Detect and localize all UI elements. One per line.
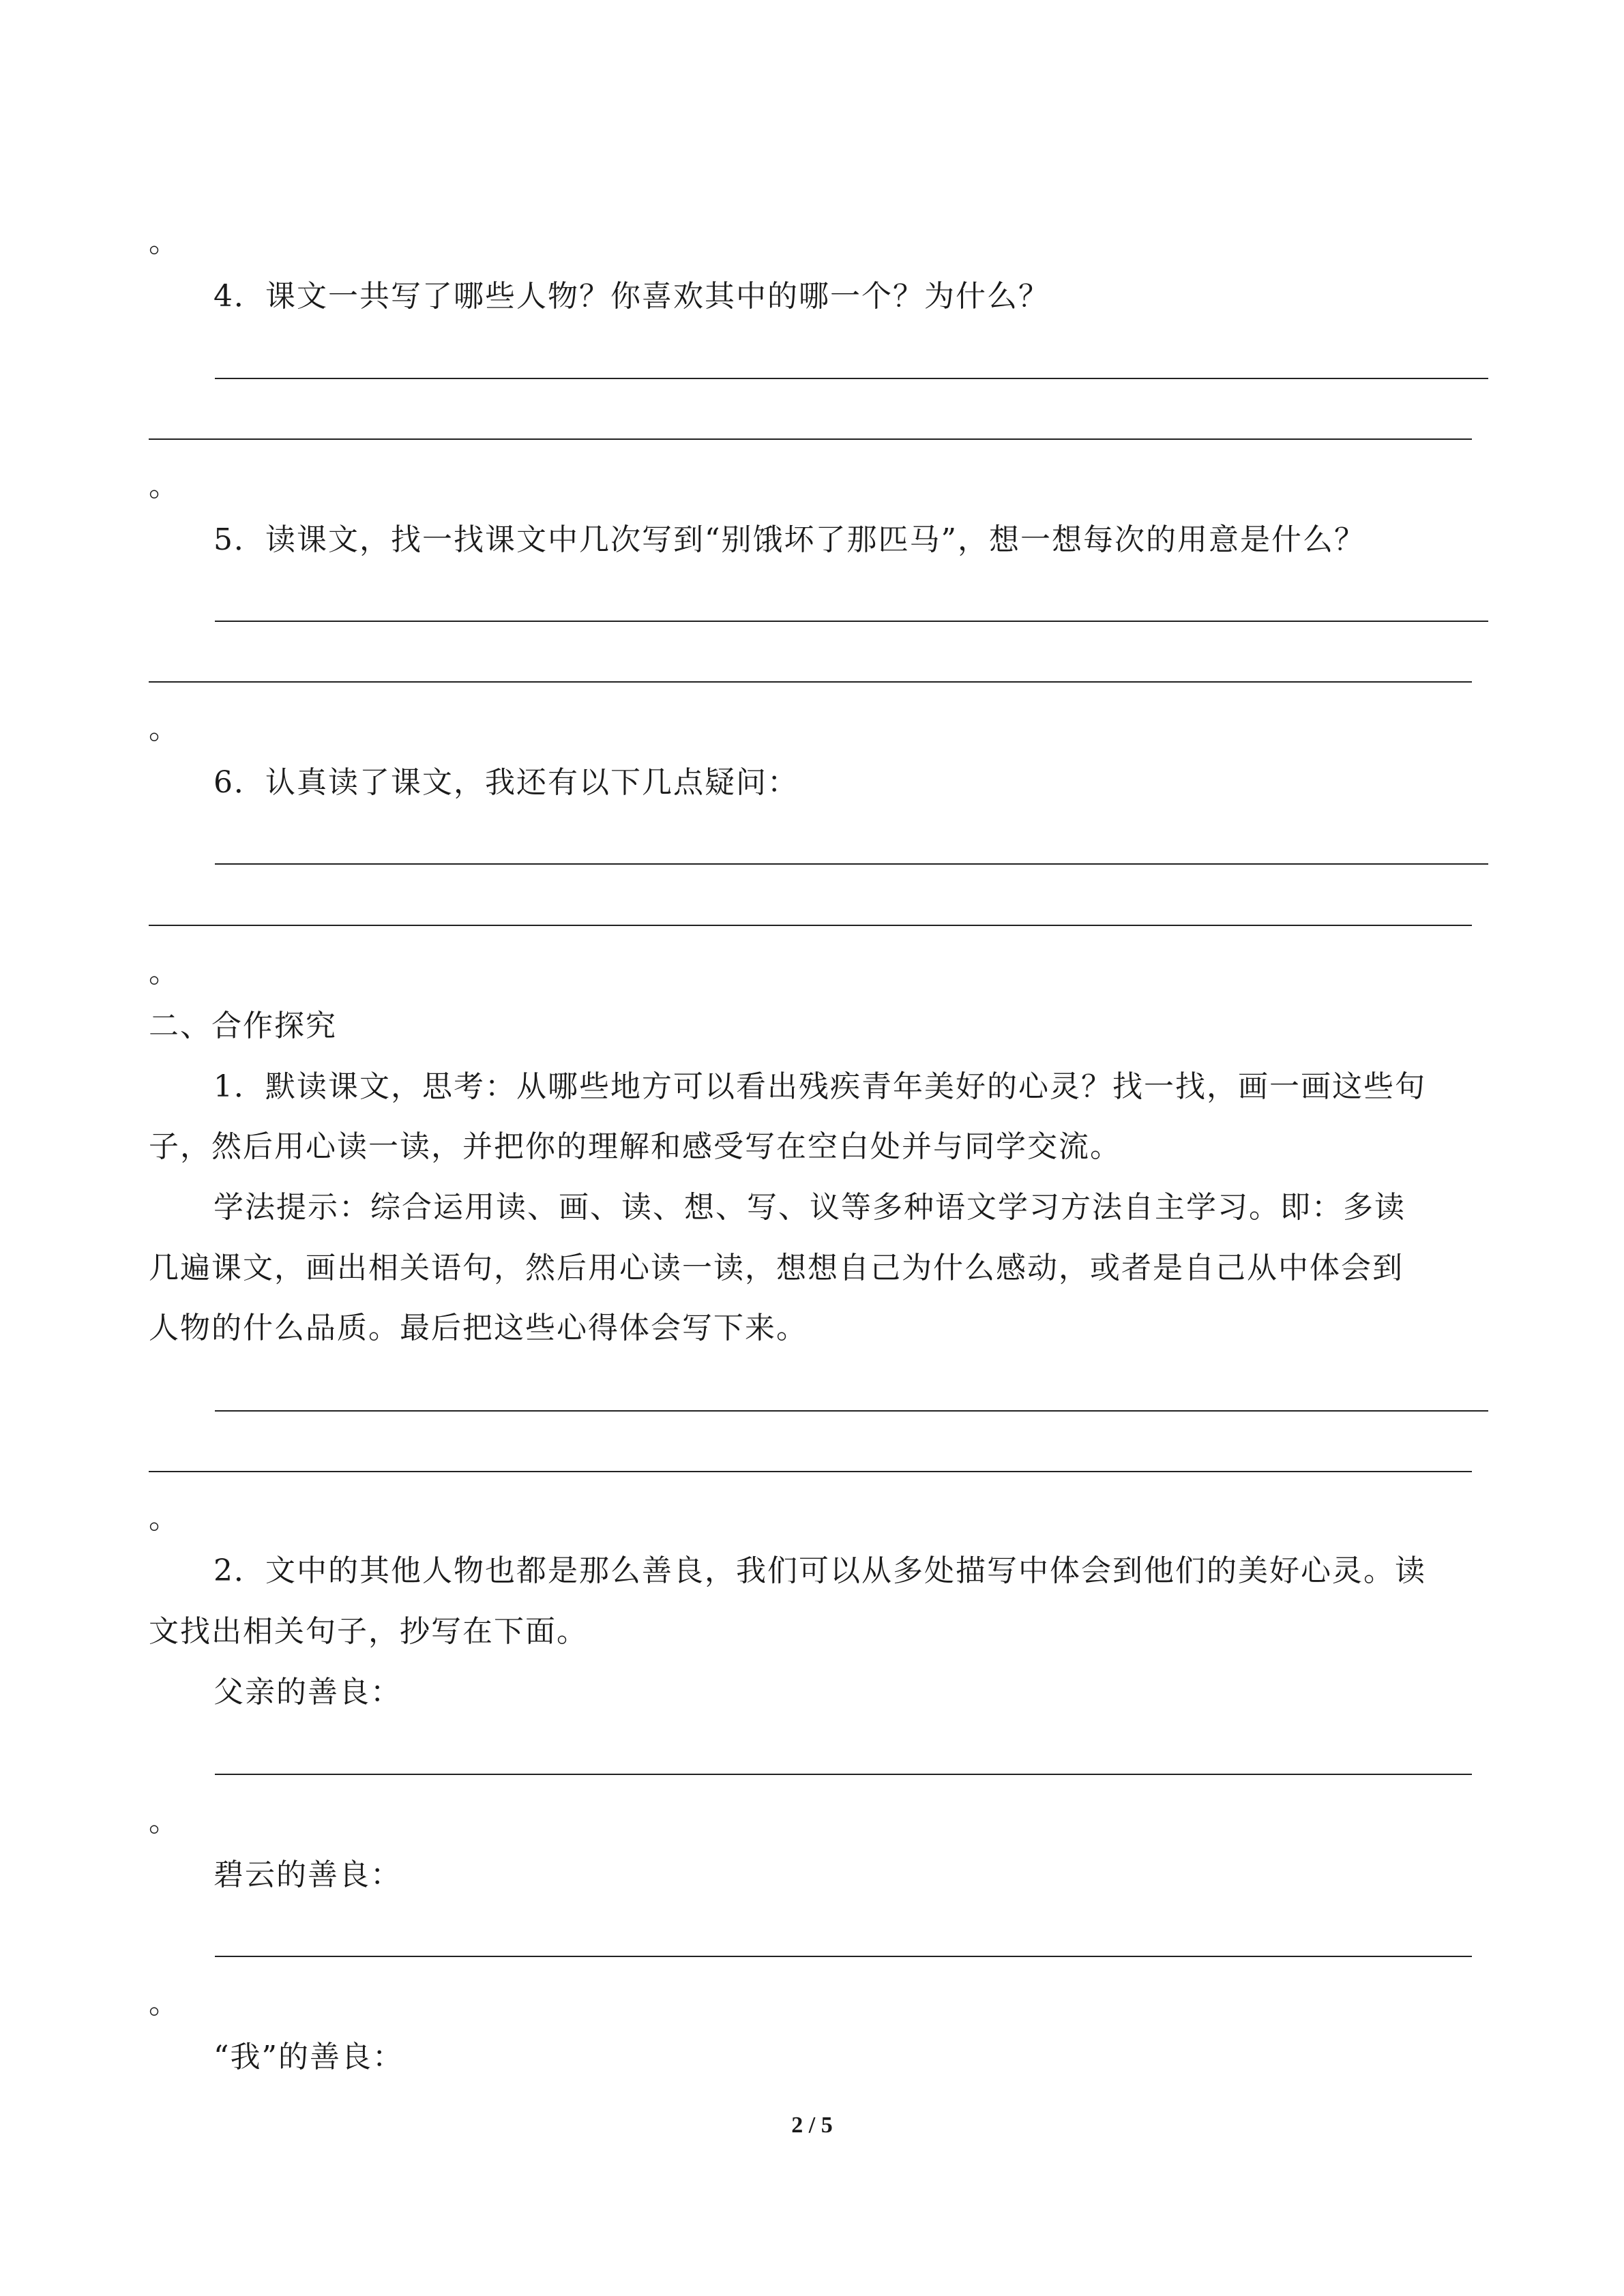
answer-line[interactable] bbox=[215, 621, 1488, 622]
question-4: 4．课文一共写了哪些人物？你喜欢其中的哪一个？为什么？ bbox=[213, 279, 1050, 314]
question-6: 6．认真读了课文，我还有以下几点疑问： bbox=[213, 765, 799, 800]
item-2-line-1: 2．文中的其他人物也都是那么善良，我们可以从多处描写中体会到他们的美好心灵。读 bbox=[213, 1553, 1426, 1588]
period-mark: 。 bbox=[149, 711, 179, 746]
answer-line[interactable] bbox=[149, 438, 1472, 440]
page-number: 2 / 5 bbox=[791, 2113, 833, 2138]
biyun-kindness-label: 碧云的善良： bbox=[213, 1858, 402, 1892]
period-mark: 。 bbox=[149, 224, 179, 259]
hint-line-2: 几遍课文，画出相关语句，然后用心读一读，想想自己为什么感动，或者是自己从中体会到 bbox=[149, 1251, 1404, 1285]
hint-line-3: 人物的什么品质。最后把这些心得体会写下来。 bbox=[149, 1311, 808, 1345]
item-1-line-1: 1．默读课文，思考：从哪些地方可以看出残疾青年美好的心灵？找一找，画一画这些句 bbox=[213, 1069, 1426, 1104]
answer-line[interactable] bbox=[215, 1410, 1488, 1412]
answer-line[interactable] bbox=[149, 681, 1472, 683]
period-mark: 。 bbox=[149, 1804, 179, 1838]
answer-line[interactable] bbox=[149, 925, 1472, 926]
my-kindness-label: “我”的善良： bbox=[213, 2040, 404, 2074]
question-5: 5．读课文，找一找课文中几次写到“别饿坏了那匹马”，想一想每次的用意是什么？ bbox=[213, 522, 1365, 557]
period-mark: 。 bbox=[149, 955, 179, 989]
period-mark: 。 bbox=[149, 1501, 179, 1536]
item-2-line-2: 文找出相关句子，抄写在下面。 bbox=[149, 1614, 588, 1649]
answer-line[interactable] bbox=[215, 1774, 1472, 1775]
answer-line[interactable] bbox=[215, 378, 1488, 379]
period-mark: 。 bbox=[149, 468, 179, 503]
answer-line[interactable] bbox=[215, 863, 1488, 865]
answer-line[interactable] bbox=[149, 1471, 1472, 1472]
section-heading: 二、合作探究 bbox=[149, 1009, 337, 1043]
answer-line[interactable] bbox=[215, 1956, 1472, 1957]
father-kindness-label: 父亲的善良： bbox=[213, 1675, 402, 1710]
hint-line-1: 学法提示：综合运用读、画、读、想、写、议等多种语文学习方法自主学习。即：多读 bbox=[213, 1190, 1406, 1225]
period-mark: 。 bbox=[149, 1986, 179, 2021]
item-1-line-2: 子，然后用心读一读，并把你的理解和感受写在空白处并与同学交流。 bbox=[149, 1129, 1121, 1164]
